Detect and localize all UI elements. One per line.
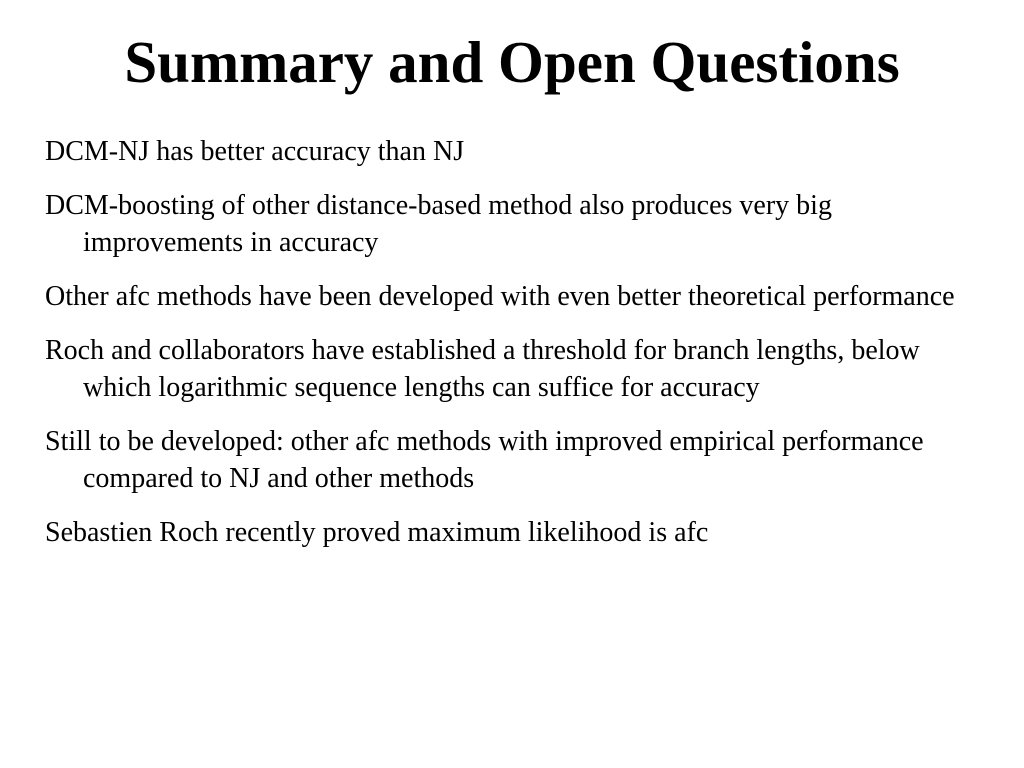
bullet-item: Roch and collaborators have established a threshold for branch lengths, below which logarithmic sequence lengths can suffice for accuracy <box>45 335 920 403</box>
bullet-item: Still to be developed: other afc methods with improved empirical performance compared to NJ and other methods <box>45 426 924 494</box>
slide-title: Summary and Open Questions <box>124 29 900 95</box>
bullet-item: DCM-NJ has better accuracy than NJ <box>45 136 465 167</box>
bullet-list <box>45 133 995 568</box>
bullet-item: Sebastien Roch recently proved maximum likelihood is afc <box>45 517 709 548</box>
bullet-item: DCM-boosting of other distance-based method also produces very big improvements in accuracy <box>45 190 832 258</box>
bullet-item: Other afc methods have been developed with even better theoretical performance <box>45 281 955 312</box>
